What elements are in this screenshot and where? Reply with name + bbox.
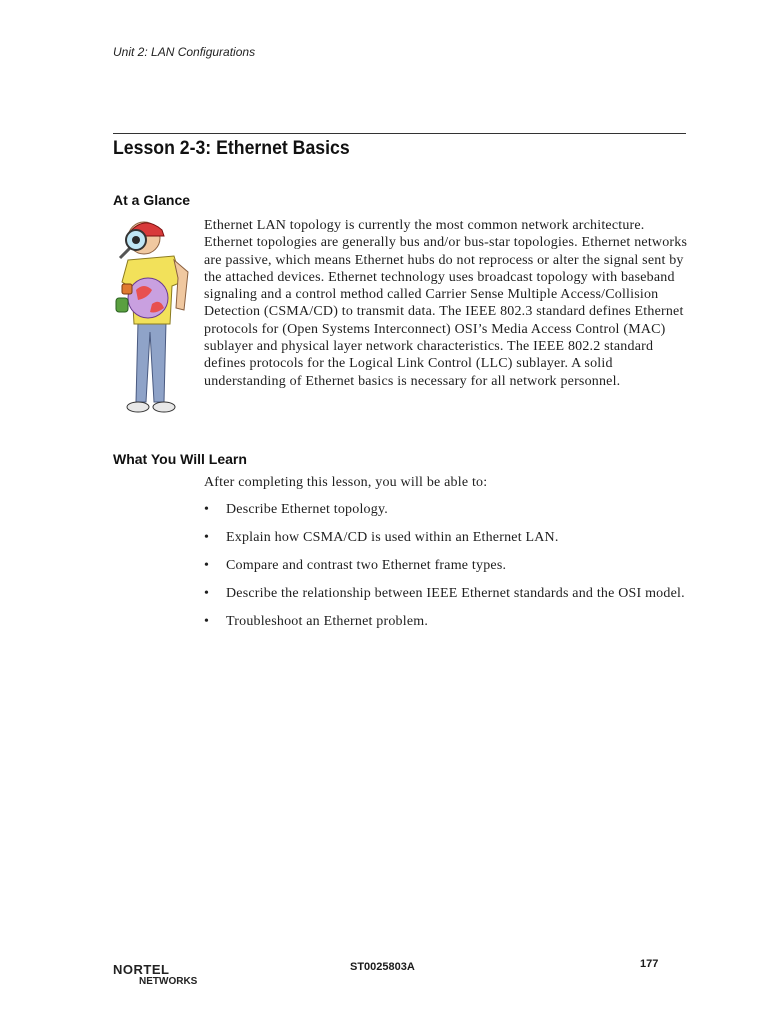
list-item-text: Troubleshoot an Ethernet problem. xyxy=(226,614,429,629)
bullet-icon: • xyxy=(204,558,210,573)
detective-mascot-illustration xyxy=(108,212,192,420)
title-divider xyxy=(113,133,686,134)
learning-objectives-list xyxy=(204,501,690,641)
bullet-icon: • xyxy=(204,586,210,601)
at-a-glance-body: Ethernet LAN topology is currently the most common network architecture. Ethernet topologies are generally bus and/or bus-star topologies. Ethernet networks are passive, which means Ethernet hubs do not reprocess or alter the signal sent by the attached devices. Ethernet technology uses broadcast topology with baseband signaling and a control method called Carrier Sense Multiple Access/Collision Detection (CSMA/CD) to transmit data. The IEEE 802.3 standard defines Ethernet protocols for (Open Systems Interconnect) OSI’s Media Access Control (MAC) sublayer and physical layer network characteristics. The IEEE 802.2 standard defines protocols for the Logical Link Control (LLC) sublayer. A solid understanding of Ethernet basics is necessary for all network personnel. xyxy=(204,218,688,389)
logo-line2: NETWORKS xyxy=(139,976,198,987)
list-item xyxy=(204,613,690,630)
learn-intro: After completing this lesson, you will be able to: xyxy=(204,475,488,490)
list-item xyxy=(204,501,690,518)
list-item-text: Describe Ethernet topology. xyxy=(226,502,388,517)
list-item xyxy=(204,557,690,574)
at-a-glance-heading: At a Glance xyxy=(113,192,191,208)
what-you-will-learn-heading: What You Will Learn xyxy=(113,451,247,467)
logo-line1: NORTEL xyxy=(113,962,170,977)
lesson-title: Lesson 2-3: Ethernet Basics xyxy=(113,138,350,159)
page-number: 177 xyxy=(640,958,659,970)
list-item xyxy=(204,585,690,602)
unit-header: Unit 2: LAN Configurations xyxy=(113,45,256,59)
list-item xyxy=(204,529,690,546)
list-item-text: Describe the relationship between IEEE Ethernet standards and the OSI model. xyxy=(226,586,685,601)
bullet-icon: • xyxy=(204,530,210,545)
bullet-icon: • xyxy=(204,502,210,517)
list-item-text: Compare and contrast two Ethernet frame types. xyxy=(226,558,507,573)
nortel-networks-logo xyxy=(113,962,209,990)
list-item-text: Explain how CSMA/CD is used within an Ethernet LAN. xyxy=(226,530,559,545)
bullet-icon: • xyxy=(204,614,210,629)
document-code: ST0025803A xyxy=(350,961,415,973)
